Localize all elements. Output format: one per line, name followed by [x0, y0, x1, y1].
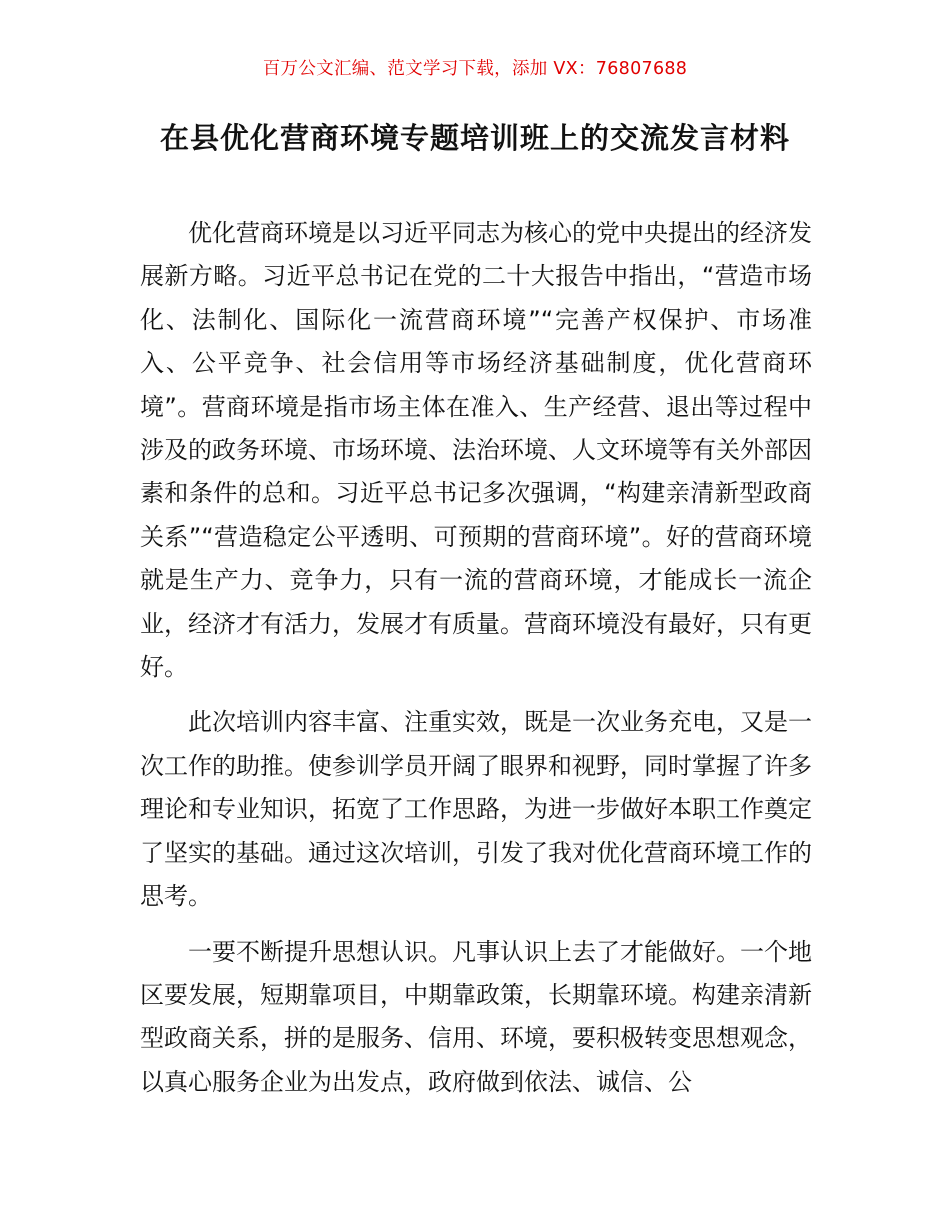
document-body: [140, 212, 812, 1116]
body-paragraph-1: 优化营商环境是以习近平同志为核心的党中央提出的经济发展新方略。习近平总书记在党的二十大报告中指出，“营造市场化、法制化、国际化一流营商环境”“完善产权保护、市场准入、公平竞争、社会信用等市场经济基础制度，优化营商环境”。营商环境是指市场主体在准入、生产经营、退出等过程中涉及的政务环境、市场环境、法治环境、人文环境等有关外部因素和条件的总和。习近平总书记多次强调，“构建亲清新型政商关系”“营造稳定公平透明、可预期的营商环境”。好的营商环境就是生产力、竞争力，只有一流的营商环境，才能成长一流企业，经济才有活力，发展才有质量。营商环境没有最好，只有更好。: [140, 219, 812, 682]
header-promo-note: 百万公文汇编、范文学习下载，添加 VX：76807688: [262, 59, 688, 79]
body-paragraph-2: 此次培训内容丰富、注重实效，既是一次业务充电，又是一次工作的助推。使参训学员开阔了眼界和视野，同时掌握了许多理论和专业知识，拓宽了工作思路，为进一步做好本职工作奠定了坚实的基础。通过这次培训，引发了我对优化营商环境工作的思考。: [140, 708, 812, 911]
body-paragraph-3: 一要不断提升思想认识。凡事认识上去了才能做好。一个地区要发展，短期靠项目，中期靠政策，长期靠环境。构建亲清新型政商关系，拼的是服务、信用、环境，要积极转变思想观念，以真心服务企业为出发点，政府做到依法、诚信、公: [140, 937, 812, 1096]
document-title: 在县优化营商环境专题培训班上的交流发言材料: [159, 121, 790, 155]
